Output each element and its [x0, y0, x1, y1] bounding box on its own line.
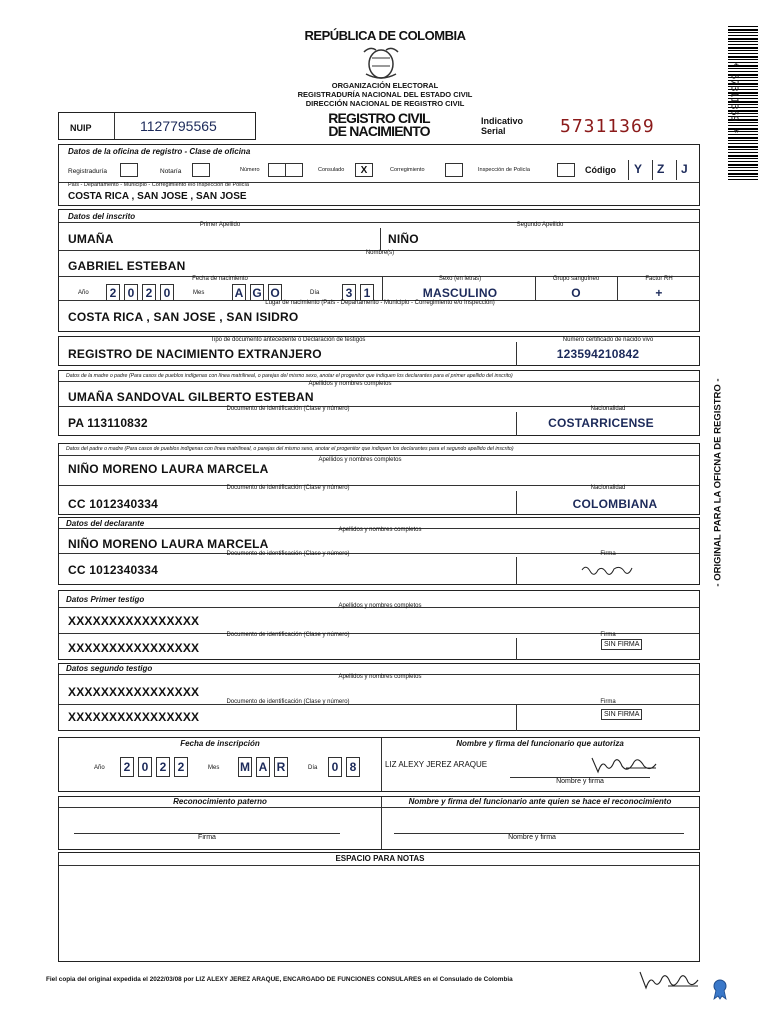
- mes-char-1: A: [232, 284, 246, 301]
- doc-title-line-1: REGISTRO CIVIL: [328, 110, 430, 126]
- padre-nombres-value: NIÑO MORENO LAURA MARCELA: [68, 462, 269, 476]
- doc-title-line-2: DE NACIMIENTO: [328, 123, 430, 139]
- org-line-2: REGISTRADURÍA NACIONAL DEL ESTADO CIVIL: [297, 90, 473, 99]
- reconocimiento-paterno-label: Reconocimiento paterno: [173, 797, 267, 806]
- testigo1-doc-value: XXXXXXXXXXXXXXXX: [68, 641, 200, 655]
- notas-title: ESPACIO PARA NOTAS: [335, 854, 425, 863]
- ins-mes-char-3: R: [274, 757, 288, 777]
- ins-ano-digit-3: 2: [156, 757, 170, 777]
- ins-ano-digit-1: 2: [120, 757, 134, 777]
- padre-title: Datos del padre o madre (Para casos de pueblos indígenas con línea matrilineal, o parejas del mismo sexo, anotar el progenitor que indiquen los declarantes para el segundo apellido del inscrito): [66, 446, 514, 452]
- barcode-text: * 57311369 *: [728, 61, 740, 134]
- corregimiento-checkbox: [445, 163, 463, 177]
- ano-digit-4: 0: [160, 284, 174, 301]
- testigo2-nombres-value: XXXXXXXXXXXXXXXX: [68, 685, 200, 699]
- ano-label: Año: [78, 290, 89, 296]
- coat-of-arms-icon: [358, 42, 404, 82]
- declarante-nombres-value: NIÑO MORENO LAURA MARCELA: [68, 537, 269, 551]
- ano-digit-2: 0: [124, 284, 138, 301]
- ins-mes-char-2: A: [256, 757, 270, 777]
- testigo1-firma-label: Firma: [600, 632, 616, 638]
- mes-char-2: G: [250, 284, 264, 301]
- fecha-inscripcion-label: Fecha de inscripción: [180, 739, 260, 748]
- notaria-checkbox: [192, 163, 210, 177]
- padre-nombres-label: Apellidos y nombres completos: [318, 457, 402, 463]
- ins-nombre-firma-label: Nombre y firma: [556, 778, 604, 785]
- testigo1-title: Datos Primer testigo: [66, 595, 145, 604]
- pais-value: COSTA RICA , SAN JOSE , SAN JOSE: [68, 191, 247, 202]
- madre-doc-label: Documento de identificación (Clase y número): [226, 406, 350, 412]
- indicativo-label: [481, 116, 523, 136]
- ins-ano-digit-2: 0: [138, 757, 152, 777]
- segundo-apellido-label: Segundo Apellido: [516, 222, 564, 228]
- notas-section: [58, 852, 700, 962]
- inscrito-title: Datos del inscrito: [68, 212, 136, 221]
- testigo1-nombres-value: XXXXXXXXXXXXXXXX: [68, 614, 200, 628]
- declarante-doc-label: Documento de identificación (Clase y número): [226, 551, 350, 557]
- madre-title: Datos de la madre o padre (Para casos de pueblos indígenas con línea matrilineal, o parejas del mismo sexo, anotar el progenitor que indiquen los declarantes para el primer apellido del inscrito): [66, 373, 513, 379]
- numero-box-1: [268, 163, 286, 177]
- ins-ano-digit-4: 2: [174, 757, 188, 777]
- grupo-value: O: [571, 286, 581, 300]
- padre-nac-value: COLOMBIANA: [572, 497, 658, 511]
- mes-char-3: O: [268, 284, 282, 301]
- rh-value: +: [655, 286, 663, 300]
- indicativo-line-2: Serial: [481, 126, 506, 136]
- testigo2-nombres-label: Apellidos y nombres completos: [338, 674, 422, 680]
- testigo2-title: Datos segundo testigo: [66, 664, 153, 673]
- testigo2-doc-label: Documento de identificación (Clase y número): [226, 699, 350, 705]
- nombres-value: GABRIEL ESTEBAN: [68, 259, 186, 273]
- notaria-label: Notaría: [160, 168, 182, 175]
- numero-box-2: [285, 163, 303, 177]
- dia-digit-2: 1: [360, 284, 374, 301]
- side-original-text: - ORIGINAL PARA LA OFICNA DE REGISTRO -: [712, 378, 724, 587]
- numero-label: Número: [240, 167, 260, 173]
- testigo1-sin-firma: SIN FIRMA: [601, 639, 642, 650]
- consulado-label: Consulado: [318, 167, 345, 173]
- dia-digit-1: 3: [342, 284, 356, 301]
- testigo2-firma-label: Firma: [600, 699, 616, 705]
- codigo-char-2: Z: [657, 162, 665, 176]
- dia-label: Día: [310, 290, 320, 296]
- ins-ano-label: Año: [94, 765, 105, 771]
- footer-certification: Fiel copia del original expedida el 2022/03/08 por LIZ ALEXY JEREZ ARAQUE, ENCARGADO DE FUNCIONES CONSULARES en el Consulado de Colombia: [46, 976, 513, 983]
- declarante-firma-label: Firma: [600, 551, 616, 557]
- testigo2-sin-firma: SIN FIRMA: [601, 709, 642, 720]
- pais-label: País - Departamento - Municipio - Corregimiento e/o Inspección de Policía: [68, 182, 249, 188]
- ins-dia-label: Día: [308, 765, 318, 771]
- sexo-value: MASCULINO: [422, 286, 498, 300]
- primer-apellido-label: Primer Apellido: [199, 222, 241, 228]
- codigo-label: Código: [585, 165, 616, 175]
- testigo2-doc-value: XXXXXXXXXXXXXXXX: [68, 710, 200, 724]
- cert-label: Número certificado de nacido vivo: [562, 337, 654, 343]
- reconocimiento-nombre-firma-label: Nombre y firma: [508, 834, 556, 841]
- cert-value: 123594210842: [556, 347, 640, 361]
- reconocimiento-funcionario-label: Nombre y firma del funcionario ante quien se hace el reconocimiento: [408, 797, 672, 806]
- testigo1-doc-label: Documento de identificación (Clase y número): [226, 632, 350, 638]
- padre-nac-label: Nacionalidad: [590, 485, 626, 491]
- codigo-char-1: Y: [634, 162, 643, 176]
- fecha-nacimiento-label: Fecha de nacimiento: [192, 276, 248, 282]
- tipo-doc-value: REGISTRO DE NACIMIENTO EXTRANJERO: [68, 347, 322, 361]
- declarante-signature: [580, 562, 634, 578]
- padre-doc-value: CC 1012340334: [68, 497, 159, 511]
- sexo-label: Sexo (en letras): [438, 276, 482, 282]
- mes-label: Mes: [193, 290, 205, 296]
- lugar-label: Lugar de nacimiento (País - Departamento - Municipio - Corregimiento e/o Inspección): [265, 300, 495, 306]
- serial-number: 57311369: [560, 116, 655, 137]
- nuip-label: NUIP: [70, 123, 92, 133]
- registraduria-label: Registraduría: [68, 168, 108, 175]
- document-title: [298, 112, 460, 138]
- segundo-apellido-value: NIÑO: [388, 232, 419, 246]
- funcionario-signature: [590, 752, 660, 776]
- declarante-title: Datos del declarante: [66, 519, 145, 528]
- ano-digit-3: 2: [142, 284, 156, 301]
- nombres-label: Nombre(s): [365, 250, 395, 256]
- codigo-values: [628, 160, 700, 180]
- madre-nac-value: COSTARRICENSE: [548, 416, 654, 430]
- declarante-doc-value: CC 1012340334: [68, 563, 159, 577]
- reconocimiento-firma-label: Firma: [198, 834, 216, 841]
- rh-label: Factor RH: [645, 276, 673, 282]
- madre-doc-value: PA 113110832: [68, 416, 148, 430]
- madre-nac-label: Nacionalidad: [590, 406, 626, 412]
- nuip-value: 1127795565: [140, 118, 217, 134]
- consulado-checkbox: X: [355, 163, 373, 177]
- ins-dia-digit-1: 0: [328, 757, 342, 777]
- org-line-3: DIRECCIÓN NACIONAL DE REGISTRO CIVIL: [305, 99, 465, 108]
- grupo-label: Grupo sanguíneo: [552, 276, 600, 282]
- ano-digit-1: 2: [106, 284, 120, 301]
- primer-apellido-value: UMAÑA: [68, 232, 114, 246]
- org-line-1: ORGANIZACIÓN ELECTORAL: [331, 81, 439, 90]
- madre-nombres-label: Apellidos y nombres completos: [308, 381, 392, 387]
- testigo1-nombres-label: Apellidos y nombres completos: [338, 603, 422, 609]
- footer-signature: [638, 968, 700, 992]
- ins-mes-char-1: M: [238, 757, 252, 777]
- inspeccion-label: Inspección de Policía: [478, 167, 530, 173]
- corregimiento-label: Corregimiento: [390, 167, 425, 173]
- declarante-nombres-label: Apellidos y nombres completos: [338, 527, 422, 533]
- tipo-doc-label: Tipo de documento antecedente o Declaración de testigos: [210, 337, 366, 343]
- indicativo-line-1: Indicativo: [481, 116, 524, 126]
- oficina-title: Datos de la oficina de registro - Clase de oficina: [68, 147, 251, 156]
- inspeccion-checkbox: [557, 163, 575, 177]
- funcionario-autoriza-label: Nombre y firma del funcionario que autoriza: [456, 739, 624, 748]
- ins-mes-label: Mes: [208, 765, 220, 771]
- lugar-value: COSTA RICA , SAN JOSE , SAN ISIDRO: [68, 310, 299, 324]
- padre-doc-label: Documento de identificación (Clase y número): [226, 485, 350, 491]
- ins-dia-digit-2: 8: [346, 757, 360, 777]
- country-title: REPÚBLICA DE COLOMBIA: [304, 28, 466, 43]
- madre-nombres-value: UMAÑA SANDOVAL GILBERTO ESTEBAN: [68, 390, 314, 404]
- codigo-char-3: J: [681, 162, 688, 176]
- seal-ribbon-icon: [711, 978, 729, 1000]
- registraduria-checkbox: [120, 163, 138, 177]
- funcionario-name: LIZ ALEXY JEREZ ARAQUE: [385, 760, 488, 769]
